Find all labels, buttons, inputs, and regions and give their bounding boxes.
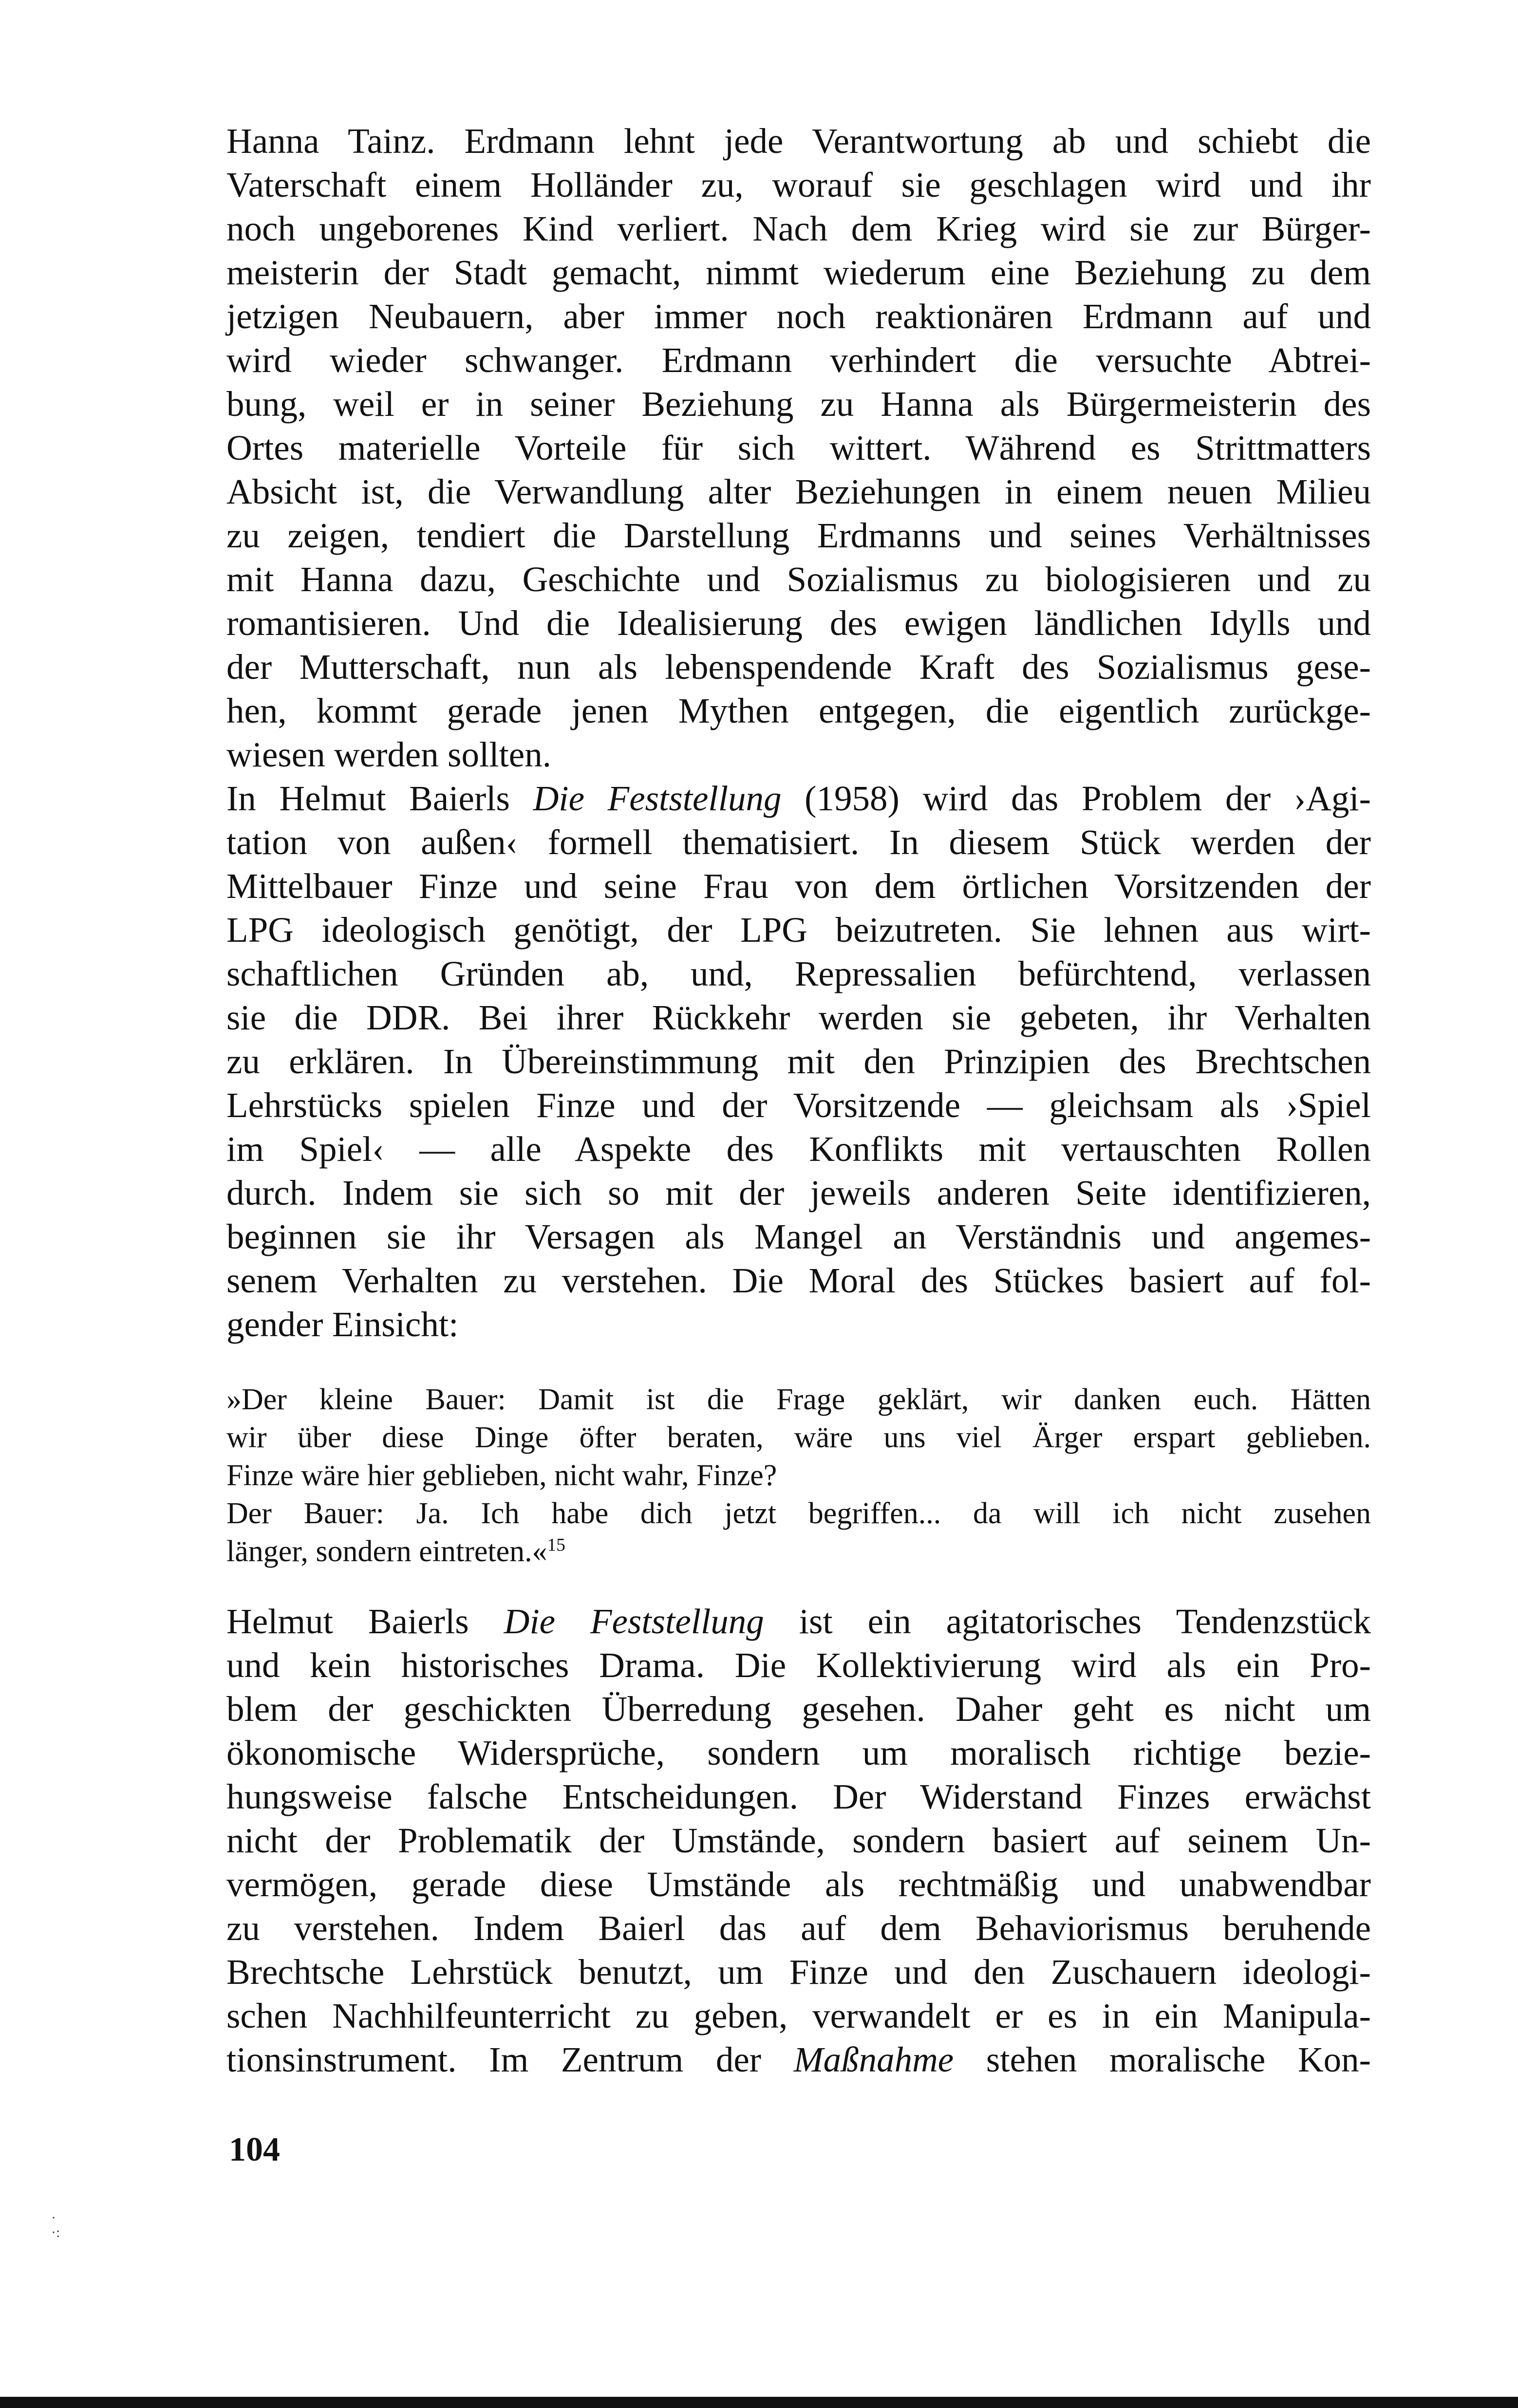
text-line: Absicht ist, die Verwandlung alter Beziehungen in einem neuen Milieu [226,472,1371,511]
footnote-marker: 15 [547,1535,565,1555]
text-line: zu verstehen. Indem Baierl das auf dem Behaviorismus beruhende [226,1908,1371,1948]
text-line [226,2038,1371,2082]
text-line: mit Hanna dazu, Geschichte und Sozialismus zu biologisieren und zu [226,560,1371,599]
work-title: Maßnahme [793,2040,954,2079]
text-line: hungsweise falsche Entscheidungen. Der Widerstand Finzes erwächst [226,1777,1371,1816]
text-line [226,777,1371,821]
text-line: hen, kommt gerade jenen Mythen entgegen, die eigentlich zurückge- [226,691,1371,730]
text-line: Hanna Tainz. Erdmann lehnt jede Verantwortung ab und schiebt die [226,121,1371,161]
text-line: Mittelbauer Finze und seine Frau von dem örtlichen Vorsitzenden der [226,866,1371,906]
text-line [226,1600,1371,1643]
text-line: gender Einsicht: [226,1305,459,1344]
text-line: noch ungeborenes Kind verliert. Nach dem Krieg wird sie zur Bürger- [226,209,1371,248]
text-run: Helmut Baierls [226,1602,504,1641]
quote-line: wir über diese Dinge öfter beraten, wäre uns viel Ärger erspart geblieben. [226,1421,1371,1454]
text-line: Lehrstücks spielen Finze und der Vorsitzende — gleichsam als ›Spiel [226,1085,1371,1125]
text-line: sie die DDR. Bei ihrer Rückkehr werden sie gebeten, ihr Verhalten [226,998,1371,1037]
text-line: jetzigen Neubauern, aber immer noch reaktionären Erdmann auf und [226,297,1371,336]
scan-artifact: · ·: [51,2210,60,2240]
text-line: nicht der Problematik der Umstände, sondern basiert auf seinem Un- [226,1821,1371,1860]
text-run: ist ein agitatorisches Tendenzstück [764,1602,1371,1641]
work-title: Die Feststellung [504,1602,764,1641]
text-line: Vaterschaft einem Holländer zu, worauf sie geschlagen wird und ihr [226,165,1371,205]
text-line: zu zeigen, tendiert die Darstellung Erdmanns und seines Verhältnisses [226,516,1371,555]
text-line: romantisieren. Und die Idealisierung des ewigen ländlichen Idylls und [226,603,1371,643]
text-line: Brechtsche Lehrstück benutzt, um Finze und den Zuschauern ideologi- [226,1952,1371,1992]
quote-line: Der Bauer: Ja. Ich habe dich jetzt begriffen... da will ich nicht zusehen [226,1497,1371,1530]
page-number: 104 [229,2131,280,2168]
text-line: vermögen, gerade diese Umstände als rechtmäßig und unabwendbar [226,1865,1371,1904]
text-run: (1958) wird das Problem der ›Agi- [781,779,1371,818]
text-line: ökonomische Widersprüche, sondern um moralisch richtige bezie- [226,1733,1371,1773]
text-line: beginnen sie ihr Versagen als Mangel an Verständnis und angemes- [226,1217,1371,1256]
text-line: schen Nachhilfeunterricht zu geben, verwandelt er es in ein Manipula- [226,1996,1371,2035]
text-line: durch. Indem sie sich so mit der jeweils anderen Seite identifizieren, [226,1173,1371,1213]
text-run: In Helmut Baierls [226,779,533,818]
scan-edge [0,2397,1518,2408]
text-line: der Mutterschaft, nun als lebenspendende Kraft des Sozialismus gese- [226,647,1371,687]
quote-line [226,1532,1371,1570]
text-line: blem der geschickten Überredung gesehen. Daher geht es nicht um [226,1689,1371,1729]
text-line: schaftlichen Gründen ab, und, Repressalien befürchtend, verlassen [226,954,1371,993]
text-line: im Spiel‹ — alle Aspekte des Konflikts mit vertauschten Rollen [226,1129,1371,1169]
quote-line: Finze wäre hier geblieben, nicht wahr, Finze? [226,1459,777,1492]
text-line: senem Verhalten zu verstehen. Die Moral des Stückes basiert auf fol- [226,1261,1371,1300]
text-line: meisterin der Stadt gemacht, nimmt wiederum eine Beziehung zu dem [226,253,1371,292]
text-run: stehen moralische Kon- [954,2040,1371,2079]
text-line: Ortes materielle Vorteile für sich wittert. Während es Strittmatters [226,428,1371,467]
quote-line: »Der kleine Bauer: Damit ist die Frage geklärt, wir danken euch. Hätten [226,1383,1371,1416]
work-title: Die Feststellung [533,779,782,818]
text-line: zu erklären. In Übereinstimmung mit den Prinzipien des Brechtschen [226,1042,1371,1081]
text-line: LPG ideologisch genötigt, der LPG beizutreten. Sie lehnen aus wirt- [226,910,1371,950]
text-line: wird wieder schwanger. Erdmann verhindert die versuchte Abtrei- [226,340,1371,380]
text-run: tionsinstrument. Im Zentrum der [226,2040,794,2079]
text-run: länger, sondern eintreten.« [226,1535,547,1568]
text-line: bung, weil er in seiner Beziehung zu Hanna als Bürgermeisterin des [226,384,1371,424]
text-line: tation von außen‹ formell thematisiert. In diesem Stück werden der [226,822,1371,862]
text-line: wiesen werden sollten. [226,735,551,774]
text-line: und kein historisches Drama. Die Kollektivierung wird als ein Pro- [226,1645,1371,1685]
